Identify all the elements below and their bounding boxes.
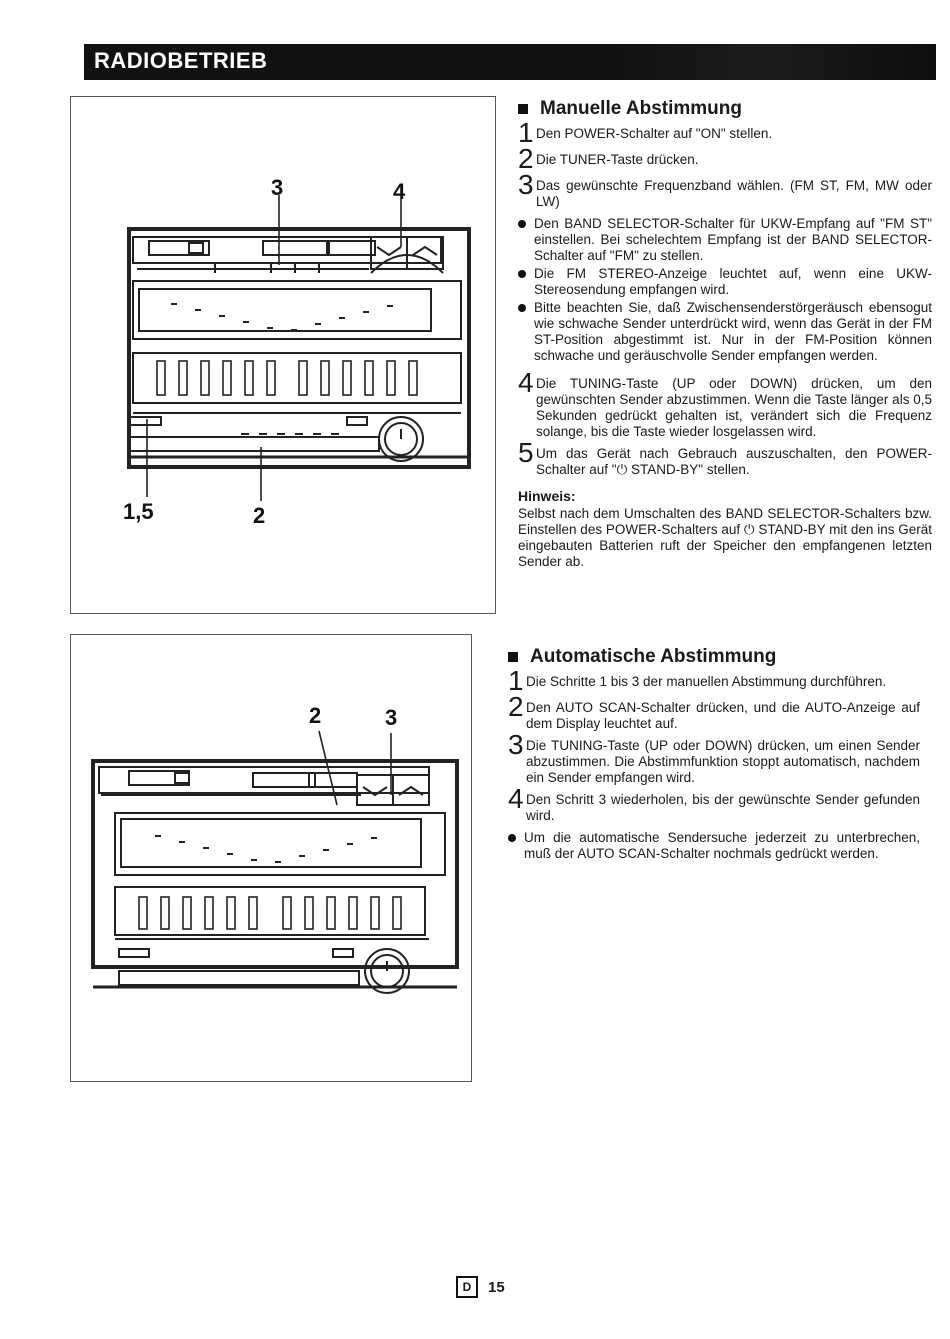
step-3: 3 Das gewünschte Frequenzband wählen. (FM ST, FM, MW oder LW) [518, 169, 932, 209]
level-meter-bars [157, 361, 417, 395]
callout-2: 2 [253, 503, 266, 528]
section-title-text: Automatische Abstimmung [530, 646, 777, 667]
step-4: 4 Die TUNING-Taste (UP oder DOWN) drücken, um den gewünschten Sender abzustimmen. Wenn die Taste länger als 0,5 Sekunden gedrückt gehalten ist, verändert sich die Frequenz solange, bis die Taste wieder losgelassen wird. [518, 367, 932, 439]
hint-text: Selbst nach dem Umschalten des BAND SELECTOR-Schalters bzw. Einstellen des POWER-Schalters auf ⏻ STAND-BY mit den ins Gerät eingebauten Batterien ruft der Speicher den empfangenen letzten Sender ab. [518, 506, 932, 569]
bullet-dot-icon [518, 220, 526, 228]
bullet-dot-icon [508, 834, 516, 842]
figure-auto-tuning [70, 634, 472, 1082]
square-bullet-icon [508, 652, 518, 662]
step-1: 1 Die Schritte 1 bis 3 der manuellen Abstimmung durchführen. [508, 665, 887, 696]
note-item: Die FM STEREO-Anzeige leuchtet auf, wenn eine UKW-Stereosendung empfangen wird. [518, 266, 932, 298]
stereo-panel-illustration-2 [71, 635, 471, 1081]
callout-3: 3 [271, 175, 284, 200]
section-title-text: Manuelle Abstimmung [540, 98, 742, 119]
note-item: Um die automatische Sendersuche jederzeit zu unterbrechen, muß der AUTO SCAN-Schalter nochmals gedrückt werden. [508, 830, 920, 862]
step-4: 4 Den Schritt 3 wiederholen, bis der gewünschte Sender gefunden wird. [508, 783, 920, 823]
page-footer [456, 1276, 505, 1298]
note-item: Bitte beachten Sie, daß Zwischensenderstörgeräusch ebensogut wie schwache Sender unterdrückt wird, wenn das Gerät in der FM ST-Position abgestimmt ist. Nur in der FM-Position können schwache und geräuschvolle Sender empfangen werden. [518, 300, 932, 364]
note-item: Den BAND SELECTOR-Schalter für UKW-Empfang auf "FM ST" einstellen. Bei schelechtem Empfang ist der BAND SELECTOR-Schalter auf "FM" zu stellen. [518, 216, 932, 264]
section-manual-tuning [518, 98, 932, 570]
callout-4: 4 [393, 179, 406, 204]
bullet-dot-icon [518, 270, 526, 278]
callout-3: 3 [385, 705, 398, 730]
page-number: 15 [488, 1278, 505, 1296]
section-auto-tuning [508, 646, 920, 864]
hint-title: Hinweis: [518, 488, 576, 504]
step-5: 5 Um das Gerät nach Gebrauch auszuschalten, den POWER-Schalter auf "⏻ STAND-BY" stellen. [518, 437, 932, 477]
step-2: 2 Die TUNER-Taste drücken. [518, 143, 699, 174]
header-bar [84, 44, 936, 80]
step-3: 3 Die TUNING-Taste (UP oder DOWN) drücken, um einen Sender abzustimmen. Die Abstimmfunktion stoppt automatisch, nachdem ein Sender empfangen wird. [508, 729, 920, 785]
level-meter-bars-2 [139, 897, 401, 929]
page-title: RADIOBETRIEB [94, 48, 268, 73]
section-title [508, 646, 920, 668]
bullet-dot-icon [518, 304, 526, 312]
step-2: 2 Den AUTO SCAN-Schalter drücken, und die AUTO-Anzeige auf dem Display leuchtet auf. [508, 691, 920, 731]
step-1: 1 Den POWER-Schalter auf "ON" stellen. [518, 117, 773, 148]
square-bullet-icon [518, 104, 528, 114]
language-box: D [456, 1276, 478, 1298]
section-title [518, 98, 932, 120]
callout-2: 2 [309, 703, 322, 728]
callout-1-5: 1,5 [123, 499, 154, 524]
figure-manual-tuning [70, 96, 496, 614]
